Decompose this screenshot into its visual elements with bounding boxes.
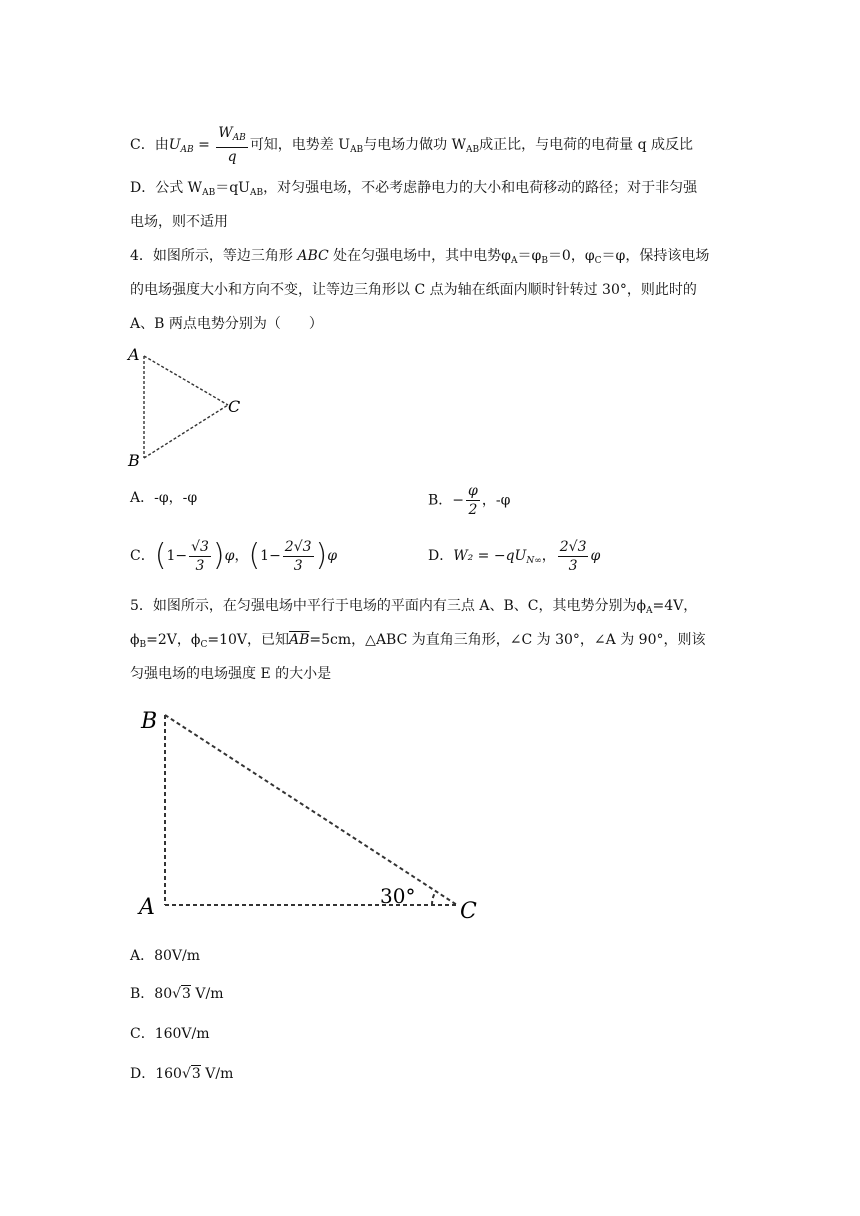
q5-line2: $\phi_B=2V$，$\phi_C=10V$，已知$\overline{AB}=5cm$，△ABC 为直角三角形，∠C 为 30°，∠A 为 90°，则该 [130,632,706,650]
label-c: C [228,397,241,416]
q5-line1: 5．如图所示，在匀强电场中平行于电场的平面内有三点 A、B、C，其电势分别为$\phi_A=4V$， [130,598,698,616]
label-a: A [128,345,140,364]
q5-option-b: B．80√3 V/m [130,986,224,1002]
label-b: B [141,709,158,734]
option-d-prev-line2: 电场，则不适用 [130,214,228,230]
equilateral-triangle-diagram [125,342,255,472]
q4-triangle-figure [125,342,255,472]
angle-label: 30° [380,884,416,908]
label-a: A [139,895,155,920]
q5-triangle-figure [135,700,485,930]
edge-bc [144,405,228,458]
q4-option-b: B．− $\frac{\varphi}{2}$ ，-φ [428,483,511,518]
right-triangle-diagram [135,700,485,930]
q4-line3: A、B 两点电势分别为（ ） [130,316,323,332]
label-c: C [460,899,477,924]
option-c-prev: C．由$U_{AB}$ = $\frac{W_{AB}}{q}$ 可知，电势差 $U_{AB}$与电场力做功 $W_{AB}$成正比，与电荷的电荷量 q 成反比 [130,125,694,165]
edge-ac [144,356,228,405]
q4-line1: 4．如图所示，等边三角形 ABC 处在匀强电场中，其中电势$\varphi_A=\varphi_B=0$，$\varphi_C=\varphi$，保持该电场 [130,248,710,266]
q4-line2: 的电场强度大小和方向不变，让等边三角形以 C 点为轴在纸面内顺时针转过 30°，则此时的 [130,282,697,298]
angle-arc [432,891,436,905]
q5-line3: 匀强电场的电场强度 E 的大小是 [130,666,332,682]
option-d-prev-line1: D．公式 $W_{AB}=qU_{AB}$，对匀强电场，不必考虑静电力的大小和电荷移动的路径；对于非匀强 [130,180,698,198]
w-over-q-fraction: $\frac{W_{AB}}{q}$ [218,125,246,165]
q5-option-c: C．160V/m [130,1026,210,1042]
q4-option-a: A．-φ，-φ [130,490,198,506]
q5-option-d: D．160√3 V/m [130,1066,234,1082]
q4-option-d: D．$W_2 = -qU_{N\infty}$， $\frac{2√3}{3}$ φ [428,538,601,574]
q5-option-a: A．80V/m [130,948,201,964]
q4-option-c: C．(1− $\frac{√3}{3}$ )φ，(1− $\frac{2√3}{3}$ )φ [130,538,338,574]
label-b: B [128,451,140,470]
edge-bc [165,715,457,905]
